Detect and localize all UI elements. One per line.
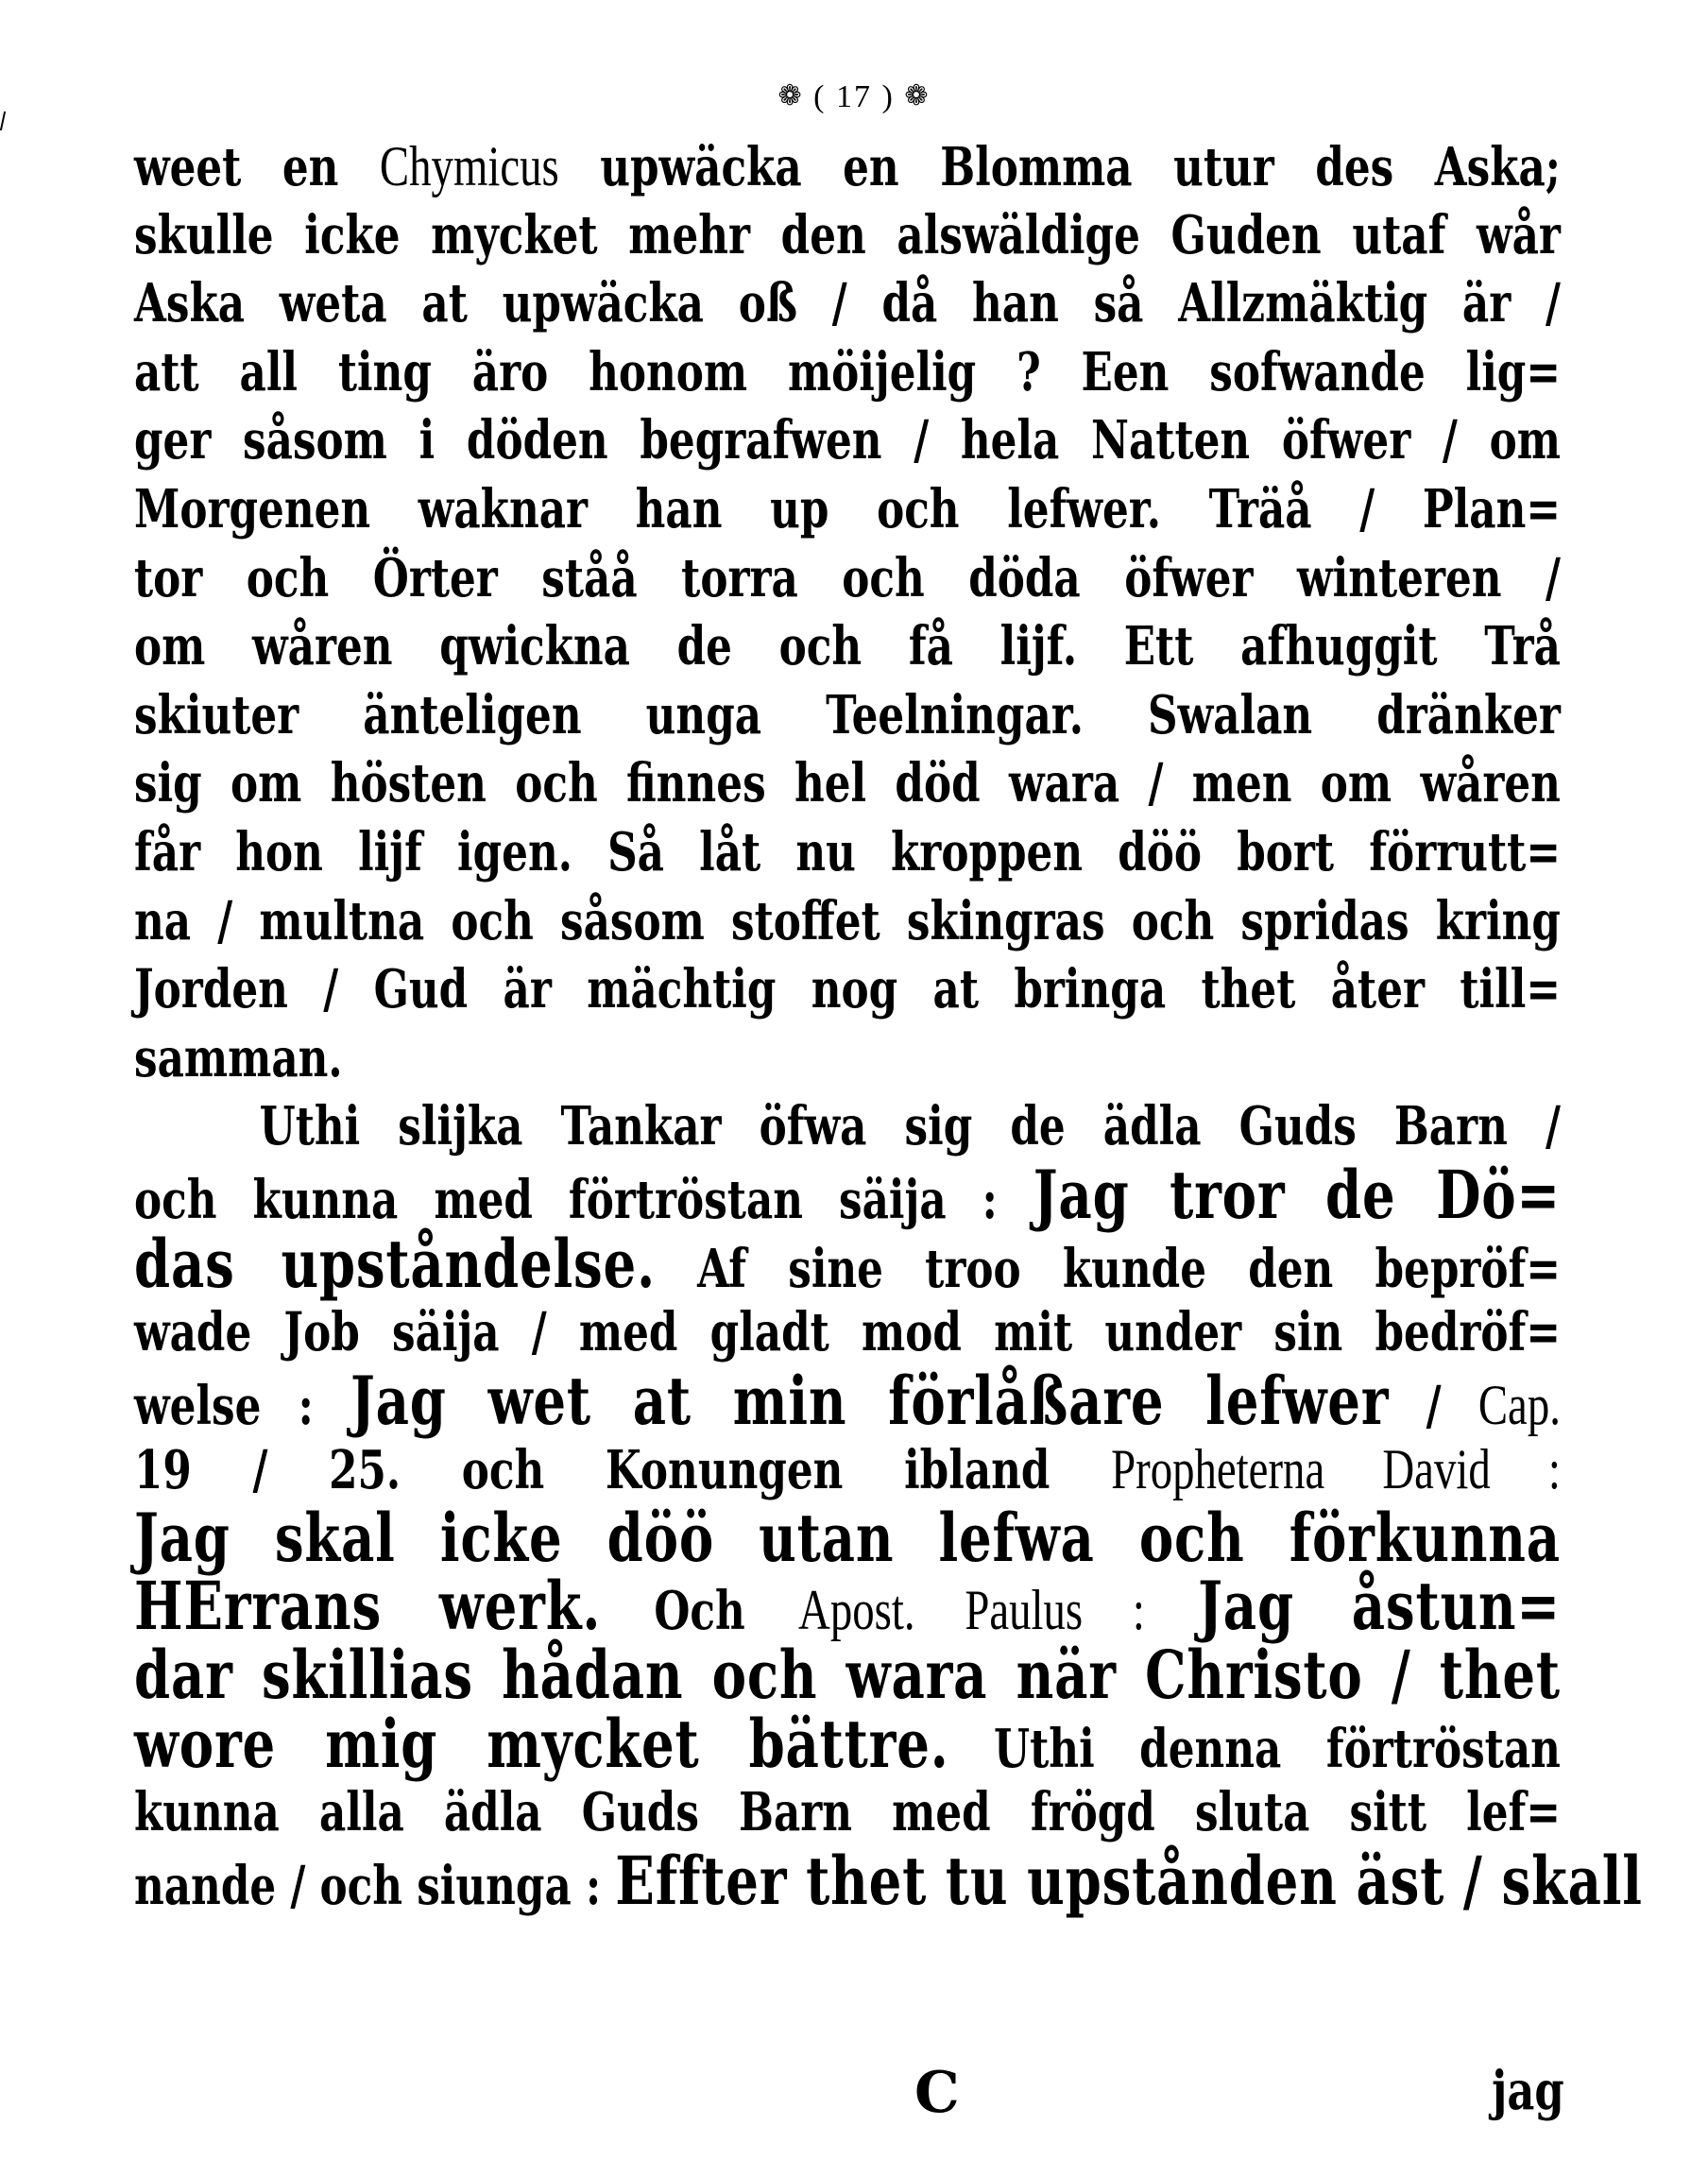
text-line: [134, 269, 1561, 338]
text-line: [134, 544, 1561, 613]
text-line: [134, 612, 1561, 681]
text-segment: Uthi denna förtröstan: [948, 1717, 1561, 1780]
text-line: [134, 338, 1561, 407]
text-segment: nande / och siunga :: [134, 1854, 616, 1917]
text-segment: /: [1389, 1374, 1478, 1437]
page-header: [0, 79, 1708, 115]
text-line: [134, 1498, 1561, 1577]
text-segment: Aska weta at upwäcka oß / då han så Allzmäktig är /: [134, 272, 1561, 335]
text-segment: kunna alla ädla Guds Barn med frögd sluta sitt lef=: [134, 1781, 1561, 1844]
roman-text: Apost. Paulus :: [798, 1579, 1145, 1642]
text-line: [134, 1224, 1561, 1303]
text-segment: Morgenen waknar han up och lefwer. Träå / Plan=: [134, 477, 1561, 540]
text-segment: Och: [601, 1580, 799, 1643]
text-line: [134, 818, 1561, 887]
text-segment: om wåren qwickna de och få lijf. Ett afhuggit Trå: [134, 615, 1561, 678]
text-line: [134, 1435, 1561, 1504]
emphasized-text: dar skillias hådan och wara när Christo / thet: [134, 1636, 1561, 1715]
text-line: [134, 749, 1561, 818]
text-line: [134, 887, 1561, 956]
signature-mark: C: [914, 2060, 960, 2126]
emphasized-text: wore mig mycket bättre.: [134, 1704, 949, 1783]
text-segment: Af sine troo kunde den bepröf=: [655, 1237, 1561, 1300]
text-line: [134, 1298, 1561, 1367]
emphasized-text: Jag tror de Dö=: [1033, 1155, 1561, 1234]
text-line: [134, 955, 1561, 1024]
catchword: jag: [1492, 2060, 1564, 2122]
text-segment: ger såsom i döden begrafwen / hela Natten öfwer / om: [134, 409, 1561, 472]
text-segment: får hon lijf igen. Så låt nu kroppen döö bort förrutt=: [134, 820, 1561, 883]
text-segment: sig om hösten och finnes hel död wara / men om wåren: [134, 752, 1561, 815]
ornament-right-icon: ❁: [904, 80, 931, 111]
text-segment: 19 / 25. och Konungen ibland: [134, 1439, 1112, 1502]
roman-text: Chymicus: [379, 135, 559, 197]
text-line: [134, 1567, 1561, 1646]
emphasized-text: Jag åstun=: [1198, 1567, 1561, 1646]
text-segment: Jorden / Gud är mächtig nog at bringa thet åter till=: [134, 958, 1561, 1021]
text-line: [134, 1841, 1643, 1920]
text-line: [134, 132, 1561, 201]
text-segment: att all ting äro honom möijelig ? Een sofwande lig=: [134, 340, 1561, 403]
text-segment: welse :: [134, 1374, 351, 1437]
text-line: [134, 1092, 1561, 1161]
emphasized-text: HErrans werk.: [134, 1567, 602, 1646]
text-segment: upwäcka en Blomma utur des Aska;: [558, 136, 1561, 198]
text-line: [134, 406, 1561, 475]
text-line: [134, 201, 1561, 270]
text-segment: tor och Örter ståå torra och döda öfwer winteren /: [134, 546, 1561, 609]
ornament-left-icon: ❁: [777, 80, 804, 111]
roman-text: Cap.: [1477, 1373, 1561, 1436]
emphasized-text: das upståndelse.: [134, 1224, 656, 1303]
text-segment: samman.: [134, 1026, 343, 1089]
text-segment: wade Job säija / med gladt mod mit under sin bedröf=: [134, 1301, 1561, 1364]
text-line: [134, 1778, 1561, 1847]
text-segment: och kunna med förtröstan säija :: [134, 1168, 1033, 1231]
text-segment: Uthi slijka Tankar öfwa sig de ädla Guds Barn /: [259, 1095, 1561, 1158]
emphasized-text: Jag skal icke döö utan lefwa och förkunna: [134, 1498, 1561, 1577]
text-segment: weet en: [134, 136, 380, 198]
page-number: ( 17 ): [813, 79, 895, 114]
text-line: [134, 1704, 1561, 1783]
body-text: [134, 132, 1643, 1920]
text-segment: [1145, 1580, 1198, 1642]
page-footer: [0, 2060, 1708, 2135]
roman-text: Propheterna David :: [1111, 1438, 1561, 1501]
emphasized-text: Effter thet tu upstånden äst / skall: [615, 1841, 1643, 1920]
text-line: [134, 1024, 1561, 1093]
text-segment: na / multna och såsom stoffet skingras och spridas kring: [134, 889, 1561, 952]
text-segment: skiuter änteligen unga Teelningar. Swalan dränker: [134, 683, 1561, 746]
emphasized-text: Jag wet at min förlåßare lefwer: [350, 1361, 1390, 1440]
text-line: [134, 475, 1561, 544]
text-line: [134, 1636, 1561, 1715]
text-line: [134, 681, 1561, 750]
text-line: [134, 1361, 1561, 1440]
text-segment: skulle icke mycket mehr den alswäldige Guden utaf wår: [134, 203, 1561, 266]
text-line: [134, 1155, 1561, 1234]
